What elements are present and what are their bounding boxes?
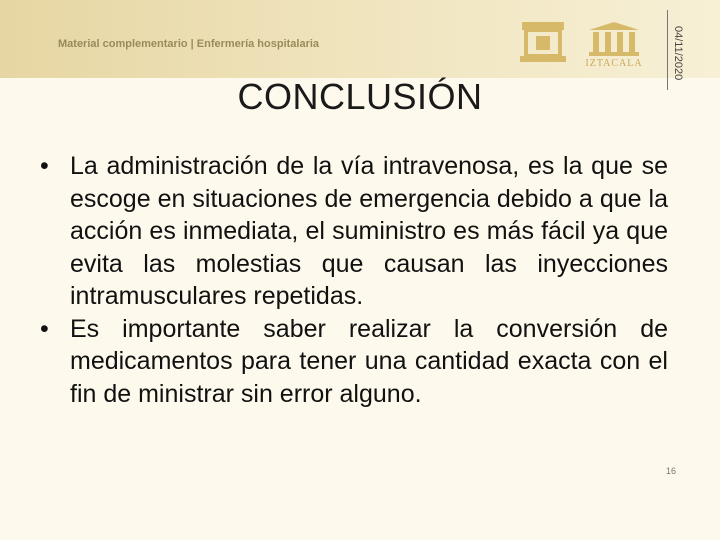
iztacala-label: IZTACALA <box>585 58 643 69</box>
bullet-text: La administración de la vía intravenosa, es la que se escoge en situaciones de emergencia debido a que la acción es inmediata, el suministro es más fácil ya que evita las molestias que causan las inyecciones intramusculares repetidas. <box>70 152 668 310</box>
iztacala-logo-icon <box>585 20 643 58</box>
bullet-text: Es importante saber realizar la conversión de medicamentos para tener una cantidad exacta con el fin de ministrar sin error alguno. <box>70 314 668 408</box>
bullet-marker: • <box>40 152 49 180</box>
banner-text: Material complementario | Enfermería hospitalaria <box>58 38 320 50</box>
bullet-marker: • <box>40 314 49 343</box>
bullet-item <box>40 313 668 411</box>
slide-title: CONCLUSIÓN <box>237 76 483 117</box>
unam-logo-icon <box>518 20 568 64</box>
bullet-item <box>40 150 668 313</box>
slide-date: 04/11/2020 <box>672 26 684 81</box>
slide-content <box>40 150 668 410</box>
page-number: 16 <box>666 466 677 476</box>
